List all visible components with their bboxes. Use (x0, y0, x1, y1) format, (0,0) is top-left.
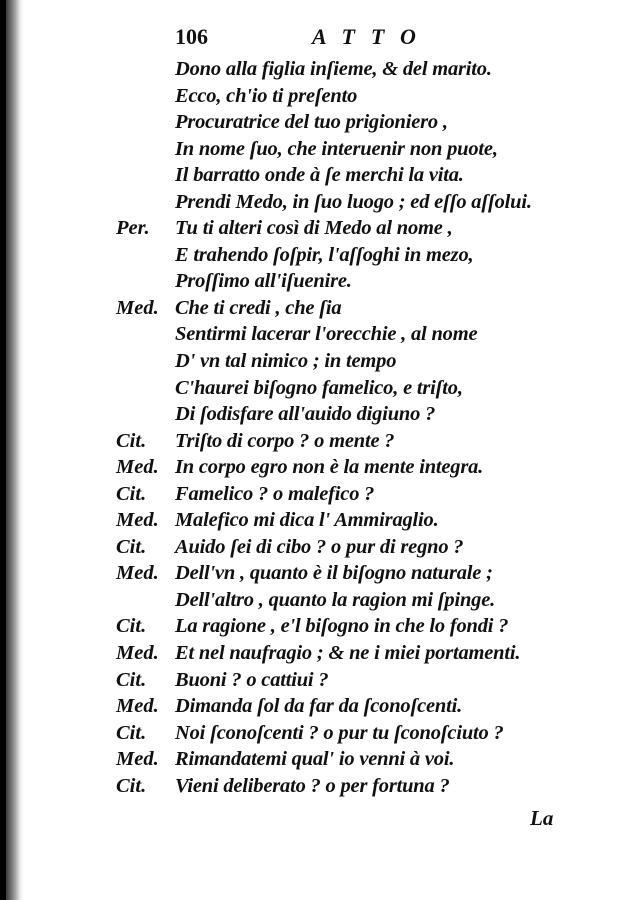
verse-line (0, 242, 626, 269)
verse-text: C'haurei biſogno famelico, e triſto, (175, 376, 463, 399)
page-header (175, 24, 575, 54)
verse-text: Tu ti alteri così di Medo al nome , (175, 217, 453, 240)
speaker-label: Cit. (116, 721, 147, 744)
verse-text: Vieni deliberato ? o per fortuna ? (175, 774, 450, 797)
speaker-label: Cit. (116, 774, 147, 797)
verse-line (0, 109, 626, 136)
verse-line (0, 587, 626, 614)
verse-text: Dimanda ſol da far da ſconoſcenti. (175, 695, 463, 718)
verse-text: D' vn tal nimico ; in tempo (175, 350, 397, 373)
verse-line (0, 693, 626, 720)
verse-line (0, 321, 626, 348)
verse-text: In corpo egro non è la mente integra. (175, 456, 484, 479)
verse-line (0, 295, 626, 322)
verse-line (0, 773, 626, 800)
verse-line (0, 613, 626, 640)
speaker-label: Cit. (116, 482, 147, 505)
verse-text: Dell'vn , quanto è il biſogno naturale ; (175, 562, 493, 585)
verse-text: Malefico mi dica l' Ammiraglio. (175, 509, 439, 532)
verse-line (0, 189, 626, 216)
verse-line (0, 83, 626, 110)
verse-line (0, 268, 626, 295)
verse-line (0, 534, 626, 561)
verse-text: Di ſodisfare all'auido digiuno ? (175, 403, 436, 426)
verse-lines (0, 56, 626, 799)
verse-text: Buoni ? o cattiui ? (175, 668, 329, 691)
catchword: La (530, 806, 554, 830)
verse-line (0, 375, 626, 402)
verse-text: Dono alla figlia inſieme, & del marito. (175, 58, 492, 80)
verse-text: Sentirmi lacerar l'orecchie , al nome (175, 323, 478, 346)
verse-text: Dell'altro , quanto la ragion mi ſpinge. (175, 588, 496, 611)
verse-line (0, 56, 626, 83)
speaker-label: Cit. (116, 535, 147, 558)
speaker-label: Med. (116, 642, 159, 665)
speaker-label: Med. (116, 456, 159, 479)
verse-text: Auido ſei di cibo ? o pur di regno ? (175, 535, 464, 558)
verse-text: Ecco, ch'io ti preſento (175, 84, 358, 107)
speaker-label: Cit. (116, 615, 147, 638)
verse-line (0, 746, 626, 773)
verse-text: Famelico ? o malefico ? (175, 482, 375, 505)
verse-text: Rimandatemi qual' io venni à voi. (175, 748, 455, 771)
verse-line (0, 667, 626, 694)
speaker-label: Per. (116, 217, 150, 240)
speaker-label: Med. (116, 695, 159, 718)
verse-text: Che ti credi , che ſia (175, 296, 342, 319)
verse-line (0, 720, 626, 747)
verse-text: E trahendo ſoſpir, l'aſſoghi in mezo, (175, 243, 474, 266)
speaker-label: Med. (116, 748, 159, 771)
verse-line (0, 428, 626, 455)
speaker-label: Med. (116, 296, 159, 319)
speaker-label: Med. (116, 509, 159, 532)
verse-text: Procuratrice del tuo prigioniero , (175, 111, 448, 134)
page-number: 106 (175, 24, 208, 49)
verse-text: Et nel naufragio ; & ne i miei portamenti. (175, 642, 521, 665)
speaker-label: Med. (116, 562, 159, 585)
verse-line (0, 215, 626, 242)
speaker-label: Cit. (116, 668, 147, 691)
verse-line (0, 454, 626, 481)
verse-text: Prendi Medo, in ſuo luogo ; ed eſſo aſſolui. (175, 190, 532, 213)
verse-line (0, 640, 626, 667)
verse-line (0, 481, 626, 508)
running-title: ATTO (312, 24, 432, 49)
verse-line (0, 560, 626, 587)
verse-line (0, 136, 626, 163)
verse-text: Proſſimo all'iſuenire. (175, 270, 352, 293)
verse-line (0, 507, 626, 534)
verse-text: Il barratto onde à ſe merchi la vita. (175, 164, 464, 187)
verse-text: In nome ſuo, che interuenir non puote, (175, 137, 498, 160)
verse-text: Noi ſconoſcenti ? o pur tu ſconoſciuto ? (175, 721, 504, 744)
verse-line (0, 401, 626, 428)
speaker-label: Cit. (116, 429, 147, 452)
verse-line (0, 348, 626, 375)
verse-text: La ragione , e'l biſogno in che lo fondi ? (175, 615, 509, 638)
verse-line (0, 162, 626, 189)
verse-text: Triſto di corpo ? o mente ? (175, 429, 395, 452)
